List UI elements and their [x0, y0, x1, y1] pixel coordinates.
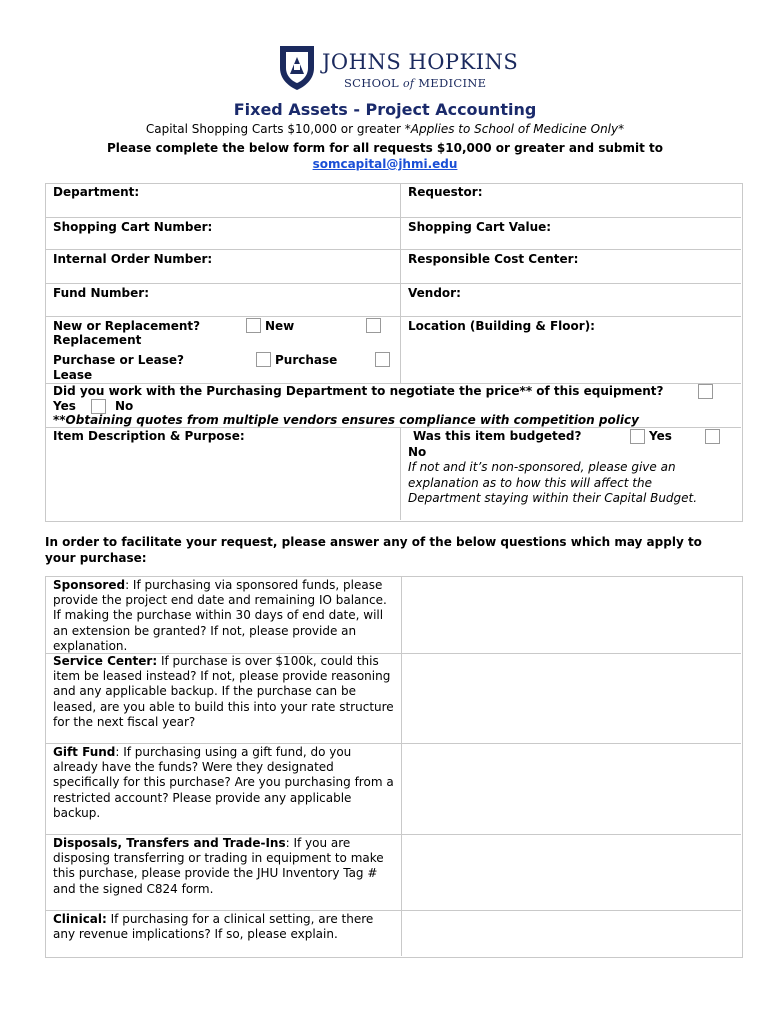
purchasing-no-label: No — [115, 399, 134, 413]
divider — [45, 910, 741, 911]
location-label: Location (Building & Floor): — [408, 319, 595, 333]
budgeted-yes-label: Yes — [649, 429, 672, 443]
budget-note: If not and it’s non-sponsored, please give an explanation as to how this will affect the Department staying within their Capital Budget. — [408, 460, 698, 505]
subtitle: Capital Shopping Carts $10,000 or greater *Applies to School of Medicine Only* — [145, 122, 625, 136]
divider — [45, 834, 741, 835]
purchasing-question: Did you work with the Purchasing Department to negotiate the price** of this equipment? — [53, 384, 664, 398]
cart-number-label: Shopping Cart Number: — [53, 220, 213, 234]
jhu-logo — [278, 44, 519, 94]
purchase-option-label: Purchase — [275, 353, 338, 367]
fund-number-label: Fund Number: — [53, 286, 149, 300]
school-name: SCHOOL of MEDICINE — [344, 76, 487, 90]
question-clinical: Clinical: If purchasing for a clinical setting, are there any revenue implications? If so, please explain. — [53, 912, 374, 942]
budgeted-question: Was this item budgeted? — [413, 429, 582, 443]
replacement-option-label: Replacement — [53, 333, 142, 347]
vendor-label: Vendor: — [408, 286, 461, 300]
item-description-label: Item Description & Purpose: — [53, 429, 245, 443]
divider — [45, 283, 741, 284]
new-or-replacement-label: New or Replacement? — [53, 319, 201, 333]
budgeted-no-label: No — [408, 445, 427, 459]
page-title: Fixed Assets - Project Accounting — [233, 100, 537, 119]
email-link[interactable]: somcapital@jhmi.edu — [312, 157, 458, 171]
divider — [45, 427, 741, 428]
internal-order-label: Internal Order Number: — [53, 252, 213, 266]
requestor-label: Requestor: — [408, 185, 483, 199]
replacement-checkbox[interactable] — [366, 318, 381, 333]
question-disposals: Disposals, Transfers and Trade-Ins: If you are disposing transferring or trading in equipment to make this purchase, please provide the JHU Inventory Tag # and the signed C824 form. — [53, 836, 384, 896]
purchasing-yes-label: Yes — [53, 399, 76, 413]
divider — [45, 249, 741, 250]
purchase-checkbox[interactable] — [256, 352, 271, 367]
new-checkbox[interactable] — [246, 318, 261, 333]
budgeted-no-checkbox[interactable] — [705, 429, 720, 444]
divider — [45, 743, 741, 744]
divider — [400, 427, 401, 520]
shield-icon — [278, 44, 316, 92]
new-option-label: New — [265, 319, 295, 333]
quotes-note: **Obtaining quotes from multiple vendors ensures compliance with competition policy — [53, 413, 639, 427]
org-name: JOHNS HOPKINS — [322, 50, 519, 74]
divider — [45, 217, 741, 218]
department-label: Department: — [53, 185, 140, 199]
question-gift-fund: Gift Fund: If purchasing using a gift fund, do you already have the funds? Were they designated specifically for this purchase? Are you purchasing from a restricted account? Please provide any applicable backup. — [53, 745, 394, 820]
questions-intro: In order to facilitate your request, please answer any of the below questions which may apply to your purchase: — [45, 535, 702, 565]
question-sponsored: Sponsored: If purchasing via sponsored funds, please provide the project end date and remaining IO balance. If making the purchase within 30 days of end date, will an extension be granted? If not, please provide an explanation. — [53, 578, 387, 653]
lease-checkbox[interactable] — [375, 352, 390, 367]
cart-value-label: Shopping Cart Value: — [408, 220, 552, 234]
purchase-or-lease-label: Purchase or Lease? — [53, 353, 184, 367]
instruction-text: Please complete the below form for all requests $10,000 or greater and submit to — [106, 141, 664, 155]
cost-center-label: Responsible Cost Center: — [408, 252, 579, 266]
purchasing-yes-checkbox[interactable] — [698, 384, 713, 399]
budgeted-yes-checkbox[interactable] — [630, 429, 645, 444]
divider — [401, 576, 402, 956]
lease-option-label: Lease — [53, 368, 93, 382]
purchasing-no-checkbox[interactable] — [91, 399, 106, 414]
divider — [45, 316, 741, 317]
question-service-center: Service Center: If purchase is over $100k, could this item be leased instead? If not, please provide reasoning and any applicable backup. If the purchase can be leased, are you able to build this into your rate structure for the next fiscal year? — [53, 654, 394, 729]
